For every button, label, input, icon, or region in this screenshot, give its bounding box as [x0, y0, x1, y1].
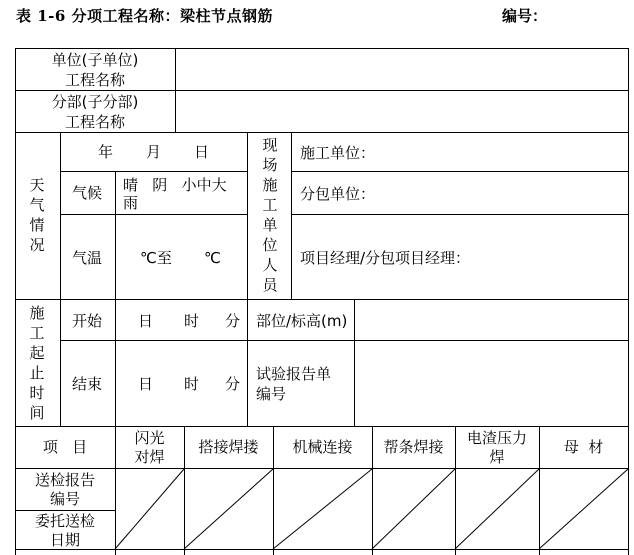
entrust-date-label-line2: 日期 — [49, 531, 80, 549]
table-title: 表 1-6 分项工程名称：梁柱节点钢筋 — [16, 7, 274, 25]
part-name-label-line1: 分部(子分部) — [51, 93, 139, 111]
splice-bar-weld-header: 帮条焊接 — [383, 438, 444, 456]
subcontract-unit-label: 分包单位： — [300, 185, 376, 203]
year-label: 年 — [98, 143, 114, 161]
site-personnel-group-label: 现场施工单位人员 — [262, 136, 278, 294]
unit-name-label-line2: 工程名称 — [64, 71, 125, 89]
project-manager-label: 项目经理/分包项目经理： — [300, 249, 471, 267]
temperature-to: ℃ — [204, 249, 221, 267]
unit-name-label-line1: 单位(子单位) — [51, 51, 139, 69]
base-material-header: 母 材 — [563, 438, 604, 456]
items-header: 项 目 — [42, 438, 88, 456]
construction-unit-label: 施工单位： — [300, 144, 376, 162]
start-hour: 时 — [184, 312, 200, 330]
end-day: 日 — [138, 375, 154, 393]
construction-time-group-label: 施工起止时间 — [29, 304, 45, 422]
test-report-label-line1: 试验报告单 — [256, 365, 332, 383]
electroslag-weld-line1: 电渣压力 — [466, 429, 527, 447]
temperature-from: ℃至 — [140, 249, 172, 267]
location-elevation-label: 部位/标高(m) — [256, 312, 348, 330]
end-minute: 分 — [225, 375, 241, 393]
lap-weld-header: 搭接焊搂 — [198, 438, 259, 456]
day-label: 日 — [194, 143, 210, 161]
end-hour: 时 — [184, 375, 200, 393]
document-number-label: 编号： — [502, 7, 548, 25]
mechanical-connection-header: 机械连接 — [292, 438, 353, 456]
month-label: 月 — [146, 143, 162, 161]
report-number-label-line2: 编号 — [49, 490, 80, 508]
temperature-label: 气温 — [72, 249, 103, 267]
climate-options-rain: 雨 — [123, 194, 139, 212]
climate-options: 晴 阴 小中大 — [123, 176, 227, 194]
start-minute: 分 — [225, 312, 241, 330]
entrust-date-label-line1: 委托送检 — [34, 512, 95, 530]
weather-group-label: 天气情况 — [29, 176, 45, 254]
test-report-label-line2: 编号 — [256, 385, 287, 403]
flash-butt-weld-line1: 闪光 — [134, 429, 165, 447]
report-number-label-line1: 送检报告 — [34, 471, 95, 489]
start-day: 日 — [138, 312, 154, 330]
start-label: 开始 — [72, 312, 103, 330]
climate-label: 气候 — [72, 184, 103, 202]
end-label: 结束 — [72, 375, 103, 393]
flash-butt-weld-line2: 对焊 — [134, 448, 165, 466]
part-name-label-line2: 工程名称 — [64, 113, 125, 131]
electroslag-weld-line2: 焊 — [489, 448, 505, 466]
